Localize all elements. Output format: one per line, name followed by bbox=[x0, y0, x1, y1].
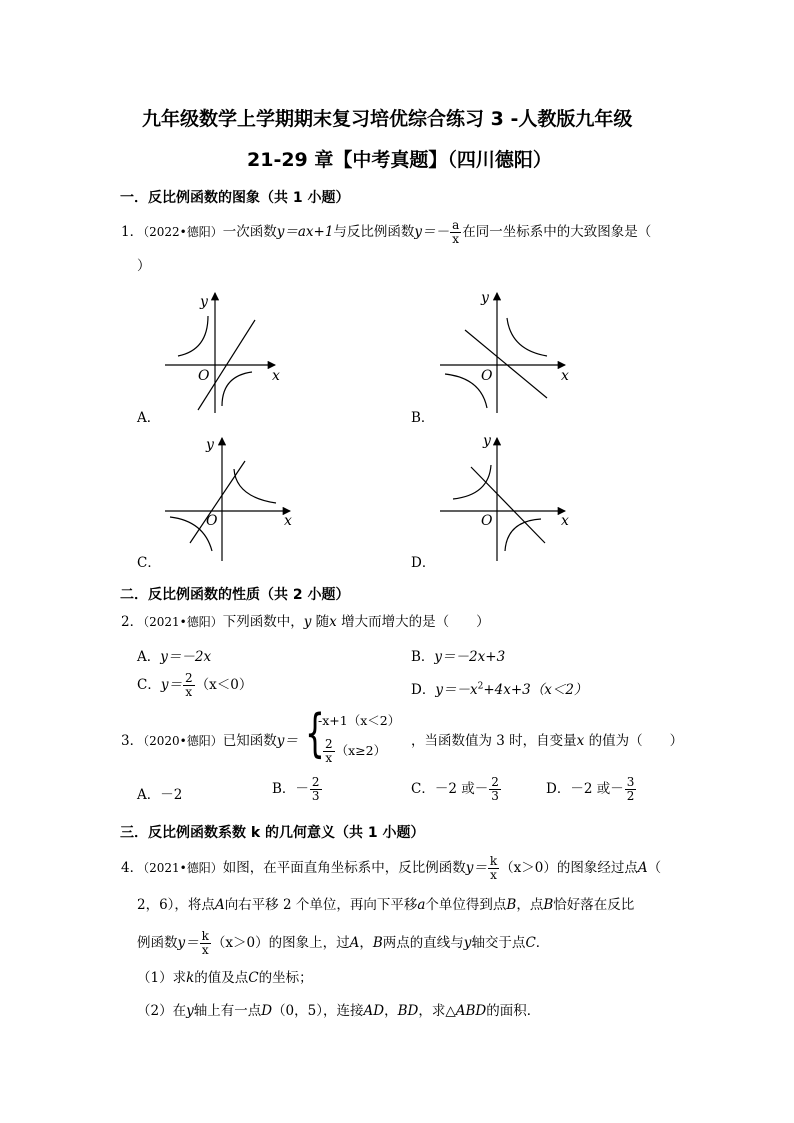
graph-option-b bbox=[435, 288, 585, 418]
option-c-label[interactable]: C． bbox=[137, 555, 161, 571]
q2-y: y bbox=[303, 614, 312, 630]
q2-opt-a-expr: y＝－2x bbox=[160, 649, 212, 665]
q4-line2-e: 恰好落在反比 bbox=[553, 897, 635, 913]
question-2 bbox=[121, 612, 490, 632]
question-source: （2022•德阳） bbox=[143, 225, 223, 239]
x-axis-label: x bbox=[561, 513, 569, 529]
q3-case-2 bbox=[322, 738, 386, 765]
q2-option-a[interactable] bbox=[137, 645, 211, 665]
hyperbola-branch bbox=[453, 465, 491, 499]
hyperbola-branch bbox=[178, 316, 208, 356]
question-number: 1． bbox=[121, 224, 144, 240]
section-heading-3: 三．反比例函数系数 k 的几何意义（共 1 小题） bbox=[120, 825, 425, 841]
question-3-lead bbox=[121, 731, 298, 751]
q4-line3-fraction bbox=[200, 930, 211, 957]
q2-x: x bbox=[329, 614, 337, 630]
q2-opt-c-den: x bbox=[185, 685, 193, 699]
line-graph bbox=[471, 467, 545, 543]
q1-expr-inverse: y＝－ bbox=[414, 224, 450, 240]
q4-sub2-c: （0，5），连接 bbox=[272, 1003, 364, 1019]
q4-sub2-AD: AD bbox=[363, 1003, 385, 1019]
q3-opt-b-num: 2 bbox=[311, 775, 320, 789]
graph-option-c bbox=[160, 433, 310, 568]
q2-opt-b-expr: y＝－2x+3 bbox=[434, 649, 506, 665]
q3-option-a[interactable]: A．－2 bbox=[137, 787, 183, 803]
hyperbola-branch bbox=[507, 318, 547, 356]
hyperbola-branch bbox=[222, 372, 252, 406]
question-1 bbox=[121, 219, 651, 246]
q3-opt-d-pre: D．－2 或－ bbox=[546, 781, 624, 797]
q4-line3-a: 例函数 bbox=[137, 935, 178, 951]
q2-opt-d-label: D． bbox=[411, 682, 436, 698]
q2-text: 下列函数中， bbox=[222, 614, 304, 630]
q3-case2-den: x bbox=[325, 751, 333, 765]
q3-x: x bbox=[576, 733, 585, 749]
q4-line3-y: y＝ bbox=[177, 935, 199, 951]
origin-label: O bbox=[206, 513, 218, 529]
q4-line3-e: 轴交于点 bbox=[471, 935, 526, 951]
q4-line2-d: ，点 bbox=[516, 897, 544, 913]
q4-line3-c: ， bbox=[359, 935, 373, 951]
q4-line3-B: B bbox=[372, 935, 383, 951]
q4-a: a bbox=[417, 897, 426, 913]
question-source: （2020•德阳） bbox=[143, 734, 223, 748]
question-4-sub-2 bbox=[137, 1001, 540, 1021]
question-source: （2021•德阳） bbox=[143, 615, 223, 629]
q4-line3-yaxis: y bbox=[463, 935, 472, 951]
q4-sub1-b: 的值及点 bbox=[194, 970, 249, 986]
q4-line1-num: k bbox=[489, 854, 498, 868]
q3-opt-d-den: 2 bbox=[626, 789, 635, 803]
q3-case-1: -x+1（x＜2） bbox=[318, 713, 401, 728]
q4-sub2-y: y bbox=[186, 1003, 194, 1019]
q4-line1-c: （ bbox=[647, 860, 662, 876]
q4-sub1-k: k bbox=[186, 970, 195, 986]
q3-opt-b-pre: B．－ bbox=[272, 781, 309, 797]
question-number: 2． bbox=[121, 614, 144, 630]
q3-y: y＝ bbox=[276, 733, 298, 749]
y-axis-label: y bbox=[481, 290, 489, 306]
q2-opt-a-label: A． bbox=[137, 649, 161, 665]
q4-sub1-a: （1）求 bbox=[137, 970, 187, 986]
q3-opt-d-fraction bbox=[625, 776, 637, 803]
q4-sub2-f: 的面积． bbox=[486, 1003, 541, 1019]
q1-fraction bbox=[450, 219, 461, 246]
q4-sub2-d: ， bbox=[384, 1003, 398, 1019]
x-axis-label: x bbox=[561, 368, 569, 384]
section-heading-1: 一．反比例函数的图象（共 1 小题） bbox=[120, 190, 350, 206]
q4-point-a: A bbox=[637, 860, 648, 876]
y-axis-label: y bbox=[206, 437, 214, 453]
q4-line1-a: 如图，在平面直角坐标系中，反比例函数 bbox=[222, 860, 466, 876]
q2-opt-d-pre: y＝－x bbox=[435, 682, 478, 698]
option-d-label[interactable]: D． bbox=[411, 555, 436, 571]
q2-opt-b-label: B． bbox=[411, 649, 435, 665]
q3-case2-cond: （x≥2） bbox=[335, 743, 387, 758]
question-4-line-1 bbox=[121, 855, 661, 882]
page-title-line1: 九年级数学上学期期末复习培优综合练习 3 -人教版九年级 bbox=[142, 108, 633, 130]
q2-opt-c-label: C． bbox=[137, 677, 161, 693]
q3-tail1: ，当函数值为 3 时，自变量 bbox=[411, 733, 577, 749]
question-4-line-3 bbox=[137, 930, 549, 957]
q3-opt-c-den: 3 bbox=[491, 789, 499, 803]
q3-opt-c-fraction bbox=[489, 776, 501, 803]
q1-close-paren: ） bbox=[137, 258, 151, 274]
q4-line3-num: k bbox=[201, 929, 209, 943]
q3-option-c[interactable] bbox=[411, 776, 502, 803]
q4-point-c: C bbox=[525, 935, 536, 951]
q4-sub2-ABD: ABD bbox=[455, 1003, 487, 1019]
x-axis-label: x bbox=[284, 513, 292, 529]
q3-opt-b-fraction bbox=[310, 776, 322, 803]
question-3-tail bbox=[411, 731, 683, 751]
question-4-sub-1 bbox=[137, 968, 313, 988]
q4-line1-fraction bbox=[488, 855, 499, 882]
q2-opt-d-post: +4x+3（x＜2） bbox=[483, 682, 588, 698]
q4-point-b: B bbox=[506, 897, 517, 913]
graph-option-d bbox=[435, 433, 585, 568]
q2-opt-c-num: 2 bbox=[184, 671, 193, 685]
line-graph bbox=[190, 461, 245, 543]
q4-sub2-D: D bbox=[261, 1003, 273, 1019]
q4-line3-f: ． bbox=[535, 935, 550, 951]
q4-point-b-2: B bbox=[543, 897, 554, 913]
question-4-line-2 bbox=[137, 895, 634, 915]
q4-sub1-C: C bbox=[248, 970, 259, 986]
q4-line1-den: x bbox=[490, 868, 497, 882]
option-b-label[interactable]: B． bbox=[411, 410, 435, 426]
q3-text: 已知函数 bbox=[222, 733, 277, 749]
q1-expr-linear: y＝ax+1 bbox=[276, 224, 334, 240]
hyperbola-branch bbox=[505, 519, 541, 551]
origin-label: O bbox=[198, 368, 210, 384]
q3-brace: { bbox=[305, 704, 325, 764]
q4-sub1-c: 的坐标； bbox=[258, 970, 313, 986]
q2-option-d[interactable] bbox=[411, 678, 587, 698]
q3-option-d[interactable] bbox=[546, 776, 637, 803]
q3-case2-num: 2 bbox=[325, 737, 333, 751]
y-axis-label: y bbox=[200, 294, 208, 310]
q3-opt-b-den: 3 bbox=[311, 789, 320, 803]
option-a-label[interactable]: A． bbox=[137, 410, 161, 426]
q2-opt-c-fraction bbox=[183, 672, 195, 699]
page-title-line2: 21-29 章【中考真题】（四川德阳） bbox=[247, 149, 552, 171]
q2-opt-d-sup: 2 bbox=[477, 681, 484, 692]
x-axis-label: x bbox=[272, 368, 280, 384]
q3-opt-c-num: 2 bbox=[491, 775, 499, 789]
q1-frac-num: a bbox=[452, 218, 460, 232]
q1-text-a: 一次函数 bbox=[222, 224, 277, 240]
origin-label: O bbox=[481, 368, 493, 384]
q2-option-b[interactable] bbox=[411, 645, 505, 665]
q4-line2-c: 个单位得到点 bbox=[425, 897, 507, 913]
q2-opt-c-pre: y＝ bbox=[160, 677, 182, 693]
q2-option-c[interactable] bbox=[137, 672, 252, 699]
q4-line3-den: x bbox=[201, 943, 209, 957]
question-number: 4． bbox=[121, 860, 144, 876]
q4-sub2-BD: BD bbox=[397, 1003, 419, 1019]
q4-line3-b: （x＞0）的图象上，过 bbox=[211, 935, 350, 951]
q4-sub2-b: 轴上有一点 bbox=[193, 1003, 262, 1019]
q4-line2-b: 向右平移 2 个单位，再向下平移 bbox=[224, 897, 418, 913]
q2-mid: 随 bbox=[315, 614, 330, 630]
question-number: 3． bbox=[121, 733, 144, 749]
y-axis-label: y bbox=[483, 433, 491, 449]
q4-point-a-2: A bbox=[214, 897, 225, 913]
hyperbola-branch bbox=[234, 469, 276, 503]
q1-frac-den: x bbox=[452, 232, 460, 246]
q4-line1-b: （x＞0）的图象经过点 bbox=[500, 860, 638, 876]
q2-opt-c-cond: （x＜0） bbox=[195, 677, 253, 693]
q3-opt-c-pre: C．－2 或－ bbox=[411, 781, 489, 797]
q4-line3-A: A bbox=[349, 935, 360, 951]
origin-label: O bbox=[481, 513, 493, 529]
q4-sub2-a: （2）在 bbox=[137, 1003, 187, 1019]
q3-option-b[interactable] bbox=[272, 776, 323, 803]
q2-tail: 增大而增大的是（ ） bbox=[341, 614, 490, 630]
q3-tail2: 的值为（ ） bbox=[588, 733, 684, 749]
q4-line2: 2，6），将点 bbox=[137, 897, 215, 913]
graph-option-a bbox=[160, 288, 310, 418]
q3-case2-fraction bbox=[323, 738, 335, 765]
section-heading-2: 二．反比例函数的性质（共 2 小题） bbox=[120, 587, 350, 603]
question-source: （2021•德阳） bbox=[143, 861, 223, 875]
q4-line3-d: 两点的直线与 bbox=[382, 935, 464, 951]
q3-opt-d-num: 3 bbox=[626, 775, 635, 789]
q4-sub2-e: ，求△ bbox=[418, 1003, 456, 1019]
q1-text-b: 与反比例函数 bbox=[333, 224, 415, 240]
q4-line1-y: y＝ bbox=[465, 860, 487, 876]
q1-text-c: 在同一坐标系中的大致图象是（ bbox=[462, 224, 652, 240]
